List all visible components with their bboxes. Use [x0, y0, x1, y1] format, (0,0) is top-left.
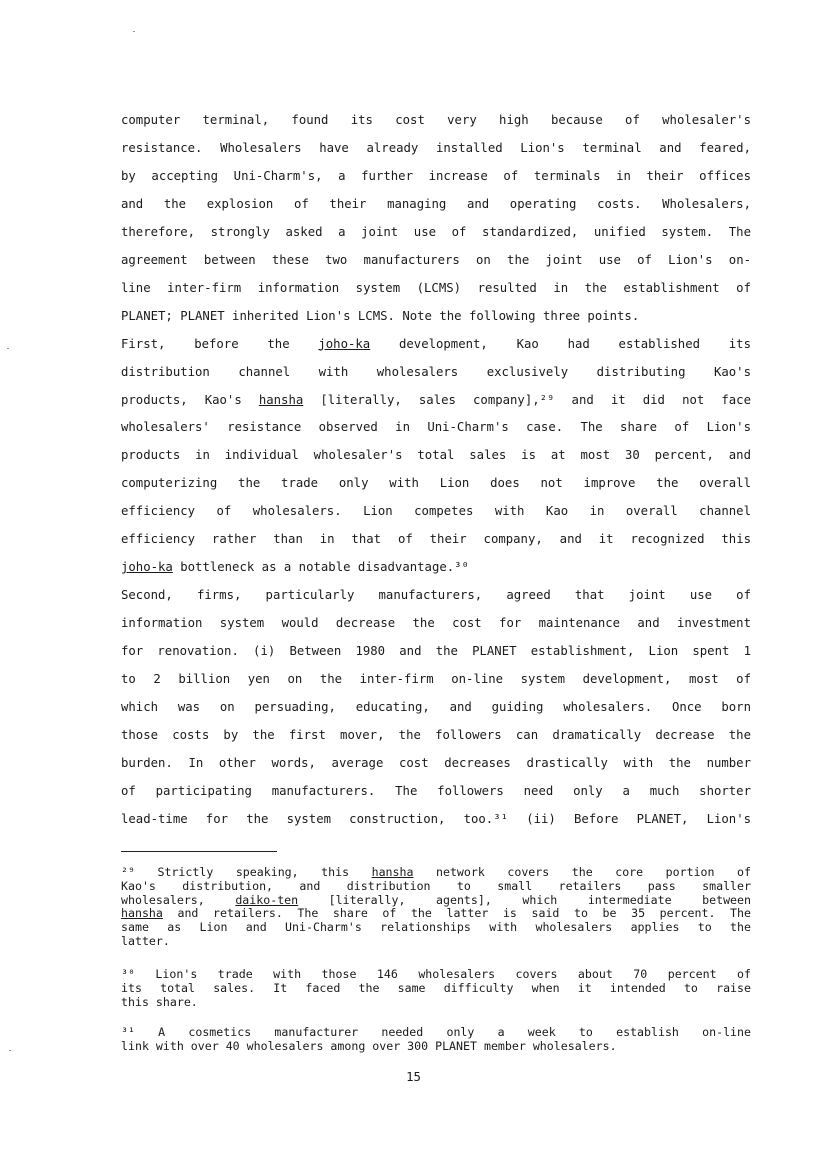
body-line: line inter-firm information system (LCMS) resulted in the establishment of: [121, 280, 751, 295]
footnote-line: Kao's distribution, and distribution to small retailers pass smaller: [121, 878, 751, 893]
underlined-term: joho-ka: [318, 336, 371, 351]
underlined-term: hansha: [371, 865, 414, 879]
body-line: First, before the joho-ka development, Kao had established its: [121, 336, 751, 351]
body-line: computer terminal, found its cost very high because of wholesaler's: [121, 113, 751, 127]
body-line: computerizing the trade only with Lion does not improve the overall: [121, 476, 751, 491]
footnote-line: ³⁰ Lion's trade with those 146 wholesalers covers about 70 percent of: [121, 967, 751, 981]
underlined-term: hansha: [258, 392, 304, 407]
footnote-line: its total sales. It faced the same difficulty when it intended to raise: [121, 980, 751, 995]
body-line: products, Kao's hansha [literally, sales company],²⁹ and it did not face: [121, 392, 751, 407]
scan-speck: [9, 1050, 11, 1051]
footnote-line: latter.: [121, 934, 170, 948]
body-line: efficiency of wholesalers. Lion competes with Kao in overall channel: [121, 504, 751, 519]
body-line: lead-time for the system construction, too.³¹ (ii) Before PLANET, Lion's: [121, 811, 751, 826]
body-line: wholesalers' resistance observed in Uni-Charm's case. The share of Lion's: [121, 420, 751, 435]
body-line: joho-ka bottleneck as a notable disadvantage.³⁰: [121, 560, 469, 575]
body-line: and the explosion of their managing and operating costs. Wholesalers,: [121, 196, 751, 211]
underlined-term: daiko-ten: [235, 892, 299, 907]
body-line: to 2 billion yen on the inter-firm on-line system development, most of: [121, 672, 751, 686]
underlined-term: hansha: [121, 906, 163, 921]
body-line: which was on persuading, educating, and guiding wholesalers. Once born: [121, 699, 751, 714]
scan-speck: [7, 348, 9, 349]
body-line: efficiency rather than in that of their company, and it recognized this: [121, 532, 751, 547]
body-line: of participating manufacturers. The followers need only a much shorter: [121, 783, 751, 798]
body-line: agreement between these two manufacturers on the joint use of Lion's on-: [121, 252, 751, 267]
scan-speck: [133, 31, 135, 32]
underlined-term: joho-ka: [121, 560, 173, 575]
body-line: information system would decrease the cost for maintenance and investment: [121, 616, 751, 631]
footnote-separator: [121, 851, 277, 852]
body-line: burden. In other words, average cost decreases drastically with the number: [121, 755, 751, 770]
body-line: Second, firms, particularly manufacturers, agreed that joint use of: [121, 588, 751, 603]
page-number: 15: [406, 1070, 421, 1084]
footnote-line: ²⁹ Strictly speaking, this hansha network covers the core portion of: [121, 865, 751, 879]
footnote-line: wholesalers, daiko-ten [literally, agents], which intermediate between: [121, 892, 751, 907]
body-line: PLANET; PLANET inherited Lion's LCMS. Note the following three points.: [121, 308, 640, 323]
body-line: for renovation. (i) Between 1980 and the PLANET establishment, Lion spent 1: [121, 644, 751, 659]
body-line: distribution channel with wholesalers exclusively distributing Kao's: [121, 364, 751, 379]
footnote-line: this share.: [121, 994, 198, 1009]
body-line: by accepting Uni-Charm's, a further increase of terminals in their offices: [121, 168, 751, 183]
footnote-line: hansha and retailers. The share of the latter is said to be 35 percent. The: [121, 906, 751, 921]
footnote-line: same as Lion and Uni-Charm's relationships with wholesalers applies to the: [121, 920, 751, 935]
footnote-line: link with over 40 wholesalers among over 300 PLANET member wholesalers.: [121, 1038, 617, 1053]
body-line: those costs by the first mover, the followers can dramatically decrease the: [121, 727, 751, 742]
footnote-line: ³¹ A cosmetics manufacturer needed only a week to establish on-line: [121, 1025, 751, 1039]
body-line: therefore, strongly asked a joint use of standardized, unified system. The: [121, 224, 751, 239]
body-line: resistance. Wholesalers have already installed Lion's terminal and feared,: [121, 140, 751, 155]
body-line: products in individual wholesaler's total sales is at most 30 percent, and: [121, 448, 751, 463]
